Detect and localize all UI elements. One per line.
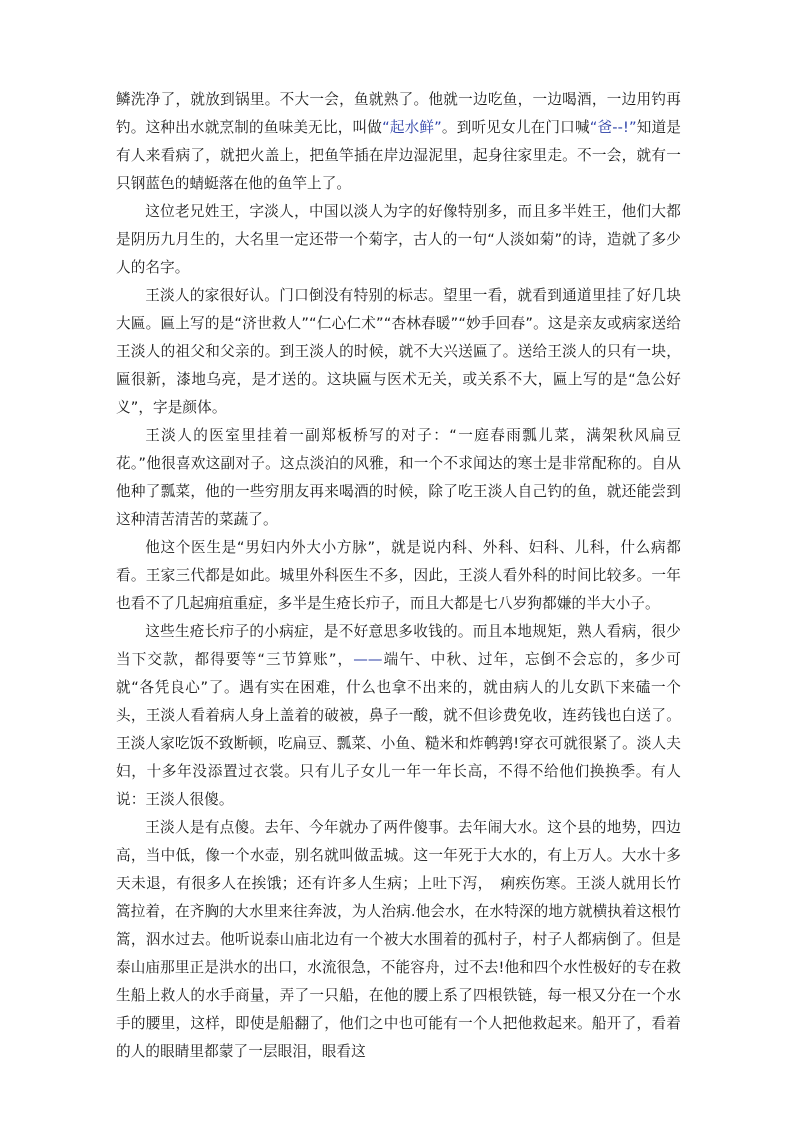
paragraph-4-text: 王淡人的医室里挂着一副郑板桥写的对子：“一庭春雨瓢儿菜，满架秋风扁豆花。”他很喜欢这副对子。这点淡泊的风雅，和一个不求闻达的寒士是非常配称的。自从他种了瓢菜，他的一些穷朋友再来喝酒的时候，除了吃王淡人自己钓的鱼，就还能尝到这种清苦清苦的菜蔬了。 xyxy=(116,427,681,528)
paragraph-3-text: 王淡人的家很好认。门口倒没有特别的标志。望里一看，就看到通道里挂了好几块大匾。匾上写的是“济世救人”“仁心仁术”“杏林春暖”“妙手回春”。这是亲友或病家送给王淡人的祖父和父亲的。到王淡人的时候，就不大兴送匾了。送给王淡人的只有一块，匾很新，漆地乌亮，是才送的。这块匾与医术无关，或关系不大，匾上写的是“急公好义”，字是颜体。 xyxy=(116,287,681,416)
paragraph-7 xyxy=(116,814,681,1066)
paragraph-6 xyxy=(116,618,681,814)
dash-mark: —— xyxy=(353,651,383,668)
quote-qishuixian: “起水鲜” xyxy=(382,119,442,136)
paragraph-1 xyxy=(116,86,681,198)
paragraph-1-text-3: 知道是有人来看病了，就把火盖上，把鱼竿插在岸边湿泥里，起身往家里走。不一会，就有一只钢蓝色的蜻蜓落在他的鱼竿上了。 xyxy=(116,119,681,192)
paragraph-2-text: 这位老兄姓王，字淡人，中国以淡人为字的好像特别多，而且多半姓王，他们大都是阴历九月生的，大名里一定还带一个菊字，古人的一句“人淡如菊”的诗，造就了多少人的名字。 xyxy=(116,203,681,276)
paragraph-6-text-1: 这些生疮长疖子的小病症，是不好意思多收钱的。而且本地规矩，熟人看病，很少当下交款，都得要等“三节算账”， xyxy=(116,623,681,668)
paragraph-4 xyxy=(116,422,681,534)
document-body xyxy=(116,86,681,1066)
paragraph-6-text-2: 端午、中秋、过年，忘倒不会忘的，多少可就“各凭良心”了。遇有实在困难，什么也拿不出来的，就由病人的儿女趴下来磕一个头，王淡人看着病人身上盖着的破被，鼻子一酸，就不但诊费免收，连药钱也白送了。王淡人家吃饭不致断顿，吃扁豆、瓢菜、小鱼、糙米和炸鹌鹑!穿衣可就很紧了。淡人夫妇，十多年没添置过衣裳。只有儿子女儿一年一年长高，不得不给他们换换季。有人说：王淡人很傻。 xyxy=(116,651,681,808)
quote-ba: “爸--!” xyxy=(589,119,637,136)
paragraph-5 xyxy=(116,534,681,618)
paragraph-7-text: 王淡人是有点傻。去年、今年就办了两件傻事。去年闹大水。这个县的地势，四边高，当中低，像一个水壶，别名就叫做盂城。这一年死于大水的，有上万人。大水十多天未退，有很多人在挨饿；还有许多人生病；上吐下泻， 痢疾伤寒。王淡人就用长竹篙拉着，在齐胸的大水里来往奔波，为人治病.他会水，在水特深的地方就横执着这根竹篙，泅水过去。他听说泰山庙北边有一个被大水围着的孤村子，村子人都病倒了。但是泰山庙那里正是洪水的出口，水流很急，不能容舟，过不去!他和四个水性极好的专在救生船上救人的水手商量，弄了一只船，在他的腰上系了四根铁链，每一根又分在一个水手的腰里，这样，即使是船翻了，他们之中也可能有一个人把他救起来。船开了，看着的人的眼睛里都蒙了一层眼泪，眼看这 xyxy=(116,819,681,1060)
paragraph-2 xyxy=(116,198,681,282)
paragraph-5-text: 他这个医生是“男妇内外大小方脉”，就是说内科、外科、妇科、儿科，什么病都看。王家三代都是如此。城里外科医生不多，因此，王淡人看外科的时间比较多。一年也看不了几起痈疽重症，多半是生疮长疖子，而且大都是七八岁狗都嫌的半大小子。 xyxy=(116,539,681,612)
paragraph-1-text-1: 鳞洗净了，就放到锅里。不大一会，鱼就熟了。他就一边吃鱼，一边喝酒，一边用钓再钓。这种出水就烹制的鱼味美无比，叫做 xyxy=(116,91,681,136)
paragraph-3 xyxy=(116,282,681,422)
paragraph-1-text-2: 。到听见女儿在门口喊 xyxy=(441,119,590,136)
